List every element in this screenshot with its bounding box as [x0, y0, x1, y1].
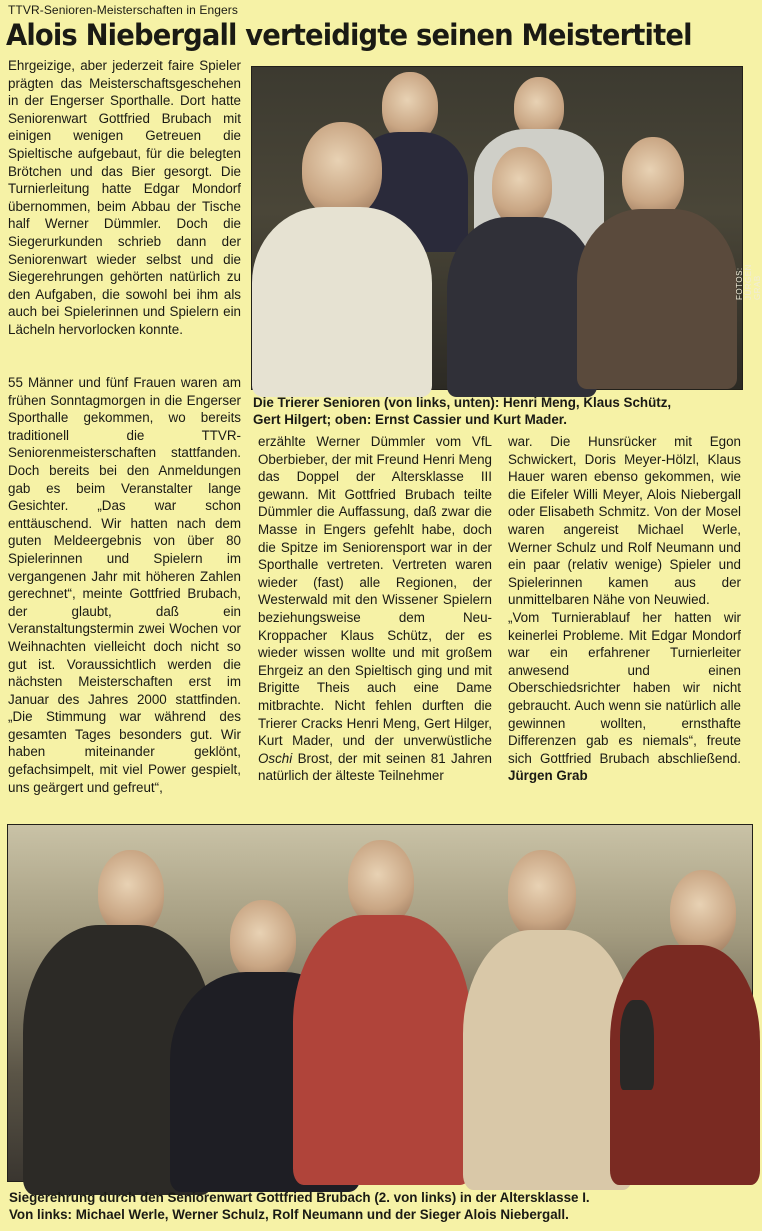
paragraph-column-2: erzählte Werner Dümmler vom VfL Oberbieber, der mit Freund Henri Meng das Doppel der Altersklasse III gewann. Mit Gottfried Brubach teilte Dümmler die Auffassung, daß zwar die Masse in Engers gefehlt habe, doch die Spitze im Seniorensport war in der Sporthalle vertreten. Vertreten waren wieder (fast) alle Regionen, der Westerwald mit den Wissener Spielern beziehungsweise dem Neu-Kroppacher Klaus Schütz, der es wieder wissen wollte und mit großem Ehrgeiz an den Spieltisch ging und mit Brigitte Theis auch eine Dame mitbrachte. Nicht fehlen durften die Trierer Cracks Henri Meng, Gert Hilger, Kurt Mader, und der unverwüstliche Oschi Brost, der mit seinen 81 Jahren natürlich der älteste Teilnehmer	[258, 434, 492, 784]
photo-credit: FOTOS: JÜRGEN GRAB	[735, 264, 762, 300]
article-column-3	[508, 433, 741, 785]
article-kicker: TTVR-Senioren-Meisterschaften in Engers	[8, 3, 238, 17]
photo2-caption: Siegerehrung durch den Seniorenwart Gottfried Brubach (2. von links) in der Altersklasse I. Von links: Michael Werle, Werner Schulz, Rolf Neumann und der Sieger Alois Niebergall.	[9, 1190, 590, 1222]
paragraph-regions: war. Die Hunsrücker mit Egon Schwickert, Doris Meyer-Hölzl, Klaus Hauer waren ebenso gekommen, wie die Eifeler Willi Meyer, Alois Niebergall oder Elisabeth Schmitz. Von der Mosel waren angereist Michael Werle, Werner Schulz und Rolf Neumann und ein paar (relativ wenige) Spieler und Spielerinnen kamen aus der unmittelbaren Nähe von Neuwied.	[508, 434, 741, 608]
paragraph-intro: Ehrgeizige, aber jederzeit faire Spieler prägten das Meisterschaftsgeschehen in der Engerser Sporthalle. Dort hatte Seniorenwart Gottfried Brubach mit einigen wenigen Getreuen die Spieltische aufgebaut, für die belegten Brötchen und das Bier gesorgt. Die Turnierleitung hatte Edgar Mondorf übernommen, beim Abbau der Tische half Werner Dümmler. Doch die Siegerurkunden schrieb dann der Seniorenwart wieder selbst und die Siegerehrungen gehörten natürlich zu den Aufgaben, die sowohl bei ihm als auch bei Spielerinnen und Spielern ein Lächeln hervorlocken konnte.	[8, 58, 241, 337]
article-column-1-top	[8, 57, 241, 339]
article-column-2	[258, 433, 492, 785]
photo1-caption: Die Trierer Senioren (von links, unten): Henri Meng, Klaus Schütz, Gert Hilgert; oben: Ernst Cassier und Kurt Mader.	[253, 395, 672, 427]
photo-siegerehrung	[7, 824, 753, 1182]
article-author: Jürgen Grab	[508, 768, 588, 784]
photo-trierer-senioren	[251, 66, 743, 390]
article-column-1-bottom	[8, 374, 241, 796]
paragraph-attendance: 55 Männer und fünf Frauen waren am frühen Sonntagmorgen in die Engerser Sporthalle gekommen, wo bereits traditionell die TTVR-Seniorenmeisterschaften stattfanden. Doch bereits bei den Anmeldungen gab es beim Veranstalter lange Gesichter. „Das war schon enttäuschend. Wir hatten nach dem guten Meldeergebnis von über 80 Spielerinnen und Spielern im vergangenen Jahr mit höheren Zahlen gerechnet“, meinte Gottfried Brubach, der glaubt, daß ein Veranstaltungstermin zwei Wochen vor Weihnachten vielleicht doch nicht so gut ist. Voraussichtlich werden die nächsten Meisterschaften erst im Januar des Jahres 2000 stattfinden. „Die Stimmung war während des gesamten Tages besonders gut. Wir haben miteinander geklönt, gefachsimpelt, mit viel Power gespielt, uns geärgert und gefreut“,	[8, 375, 241, 795]
nickname-oschi: Oschi	[258, 750, 293, 766]
article-headline: Alois Niebergall verteidigte seinen Meistertitel	[6, 18, 692, 52]
paragraph-quote: „Vom Turnierablauf her hatten wir keinerlei Probleme. Mit Edgar Mondorf war ein erfahrener Turnierleiter anwesend und einen Oberschiedsrichter haben wir nicht gebraucht. Auch wenn sie natürlich alle gewinnen wollten, ernsthafte Differenzen gab es niemals“, freute sich Gottfried Brubach abschließend. Jürgen Grab	[508, 609, 741, 784]
